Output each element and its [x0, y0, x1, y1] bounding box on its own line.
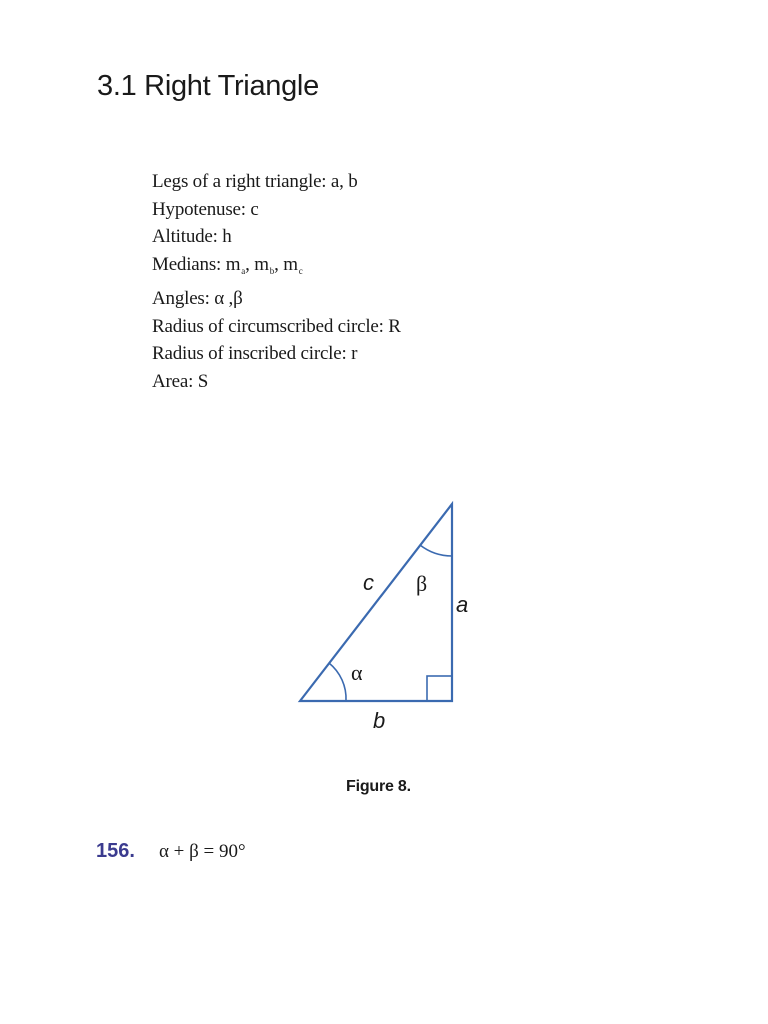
figure-caption: Figure 8. — [346, 778, 411, 795]
def-area: Area: S — [152, 370, 209, 392]
median-c-symbol: m — [283, 253, 298, 275]
median-a — [226, 254, 245, 275]
median-b-symbol: m — [254, 253, 269, 275]
beta-arc — [420, 545, 452, 556]
label-b: b — [373, 708, 386, 733]
def-medians: Medians: $m_a$, $m_b$, $m_c$ — [152, 253, 303, 276]
alpha-arc — [329, 663, 346, 701]
formula-expression: α + β = 90° — [158, 841, 246, 862]
label-beta: β — [416, 571, 428, 596]
definitions-list — [152, 168, 401, 395]
def-legs: Legs of a right triangle: a, b — [152, 171, 358, 192]
def-circumradius: Radius of circumscribed circle: R — [152, 315, 401, 337]
formula-number: 156. — [96, 840, 135, 862]
median-a-symbol: m — [225, 253, 241, 275]
label-alpha: α — [351, 660, 363, 685]
formula-156 — [96, 840, 246, 863]
triangle-outline — [300, 504, 452, 701]
median-c — [283, 254, 302, 275]
label-c: c — [363, 570, 374, 595]
right-angle-marker — [427, 676, 452, 701]
median-a-subscript: a — [241, 265, 246, 276]
def-altitude: Altitude: h — [152, 226, 232, 247]
median-b-subscript: b — [269, 265, 275, 276]
section-title: 3.1 Right Triangle — [97, 70, 319, 102]
medians-label: Medians: — [152, 253, 222, 275]
median-b — [254, 254, 274, 275]
def-hypotenuse: Hypotenuse: c — [152, 198, 259, 220]
def-inradius: Radius of inscribed circle: r — [152, 343, 358, 364]
right-triangle-figure — [280, 490, 500, 740]
median-c-subscript: c — [298, 265, 303, 276]
label-a: a — [456, 592, 469, 617]
def-angles: Angles: α ,β — [152, 288, 243, 309]
